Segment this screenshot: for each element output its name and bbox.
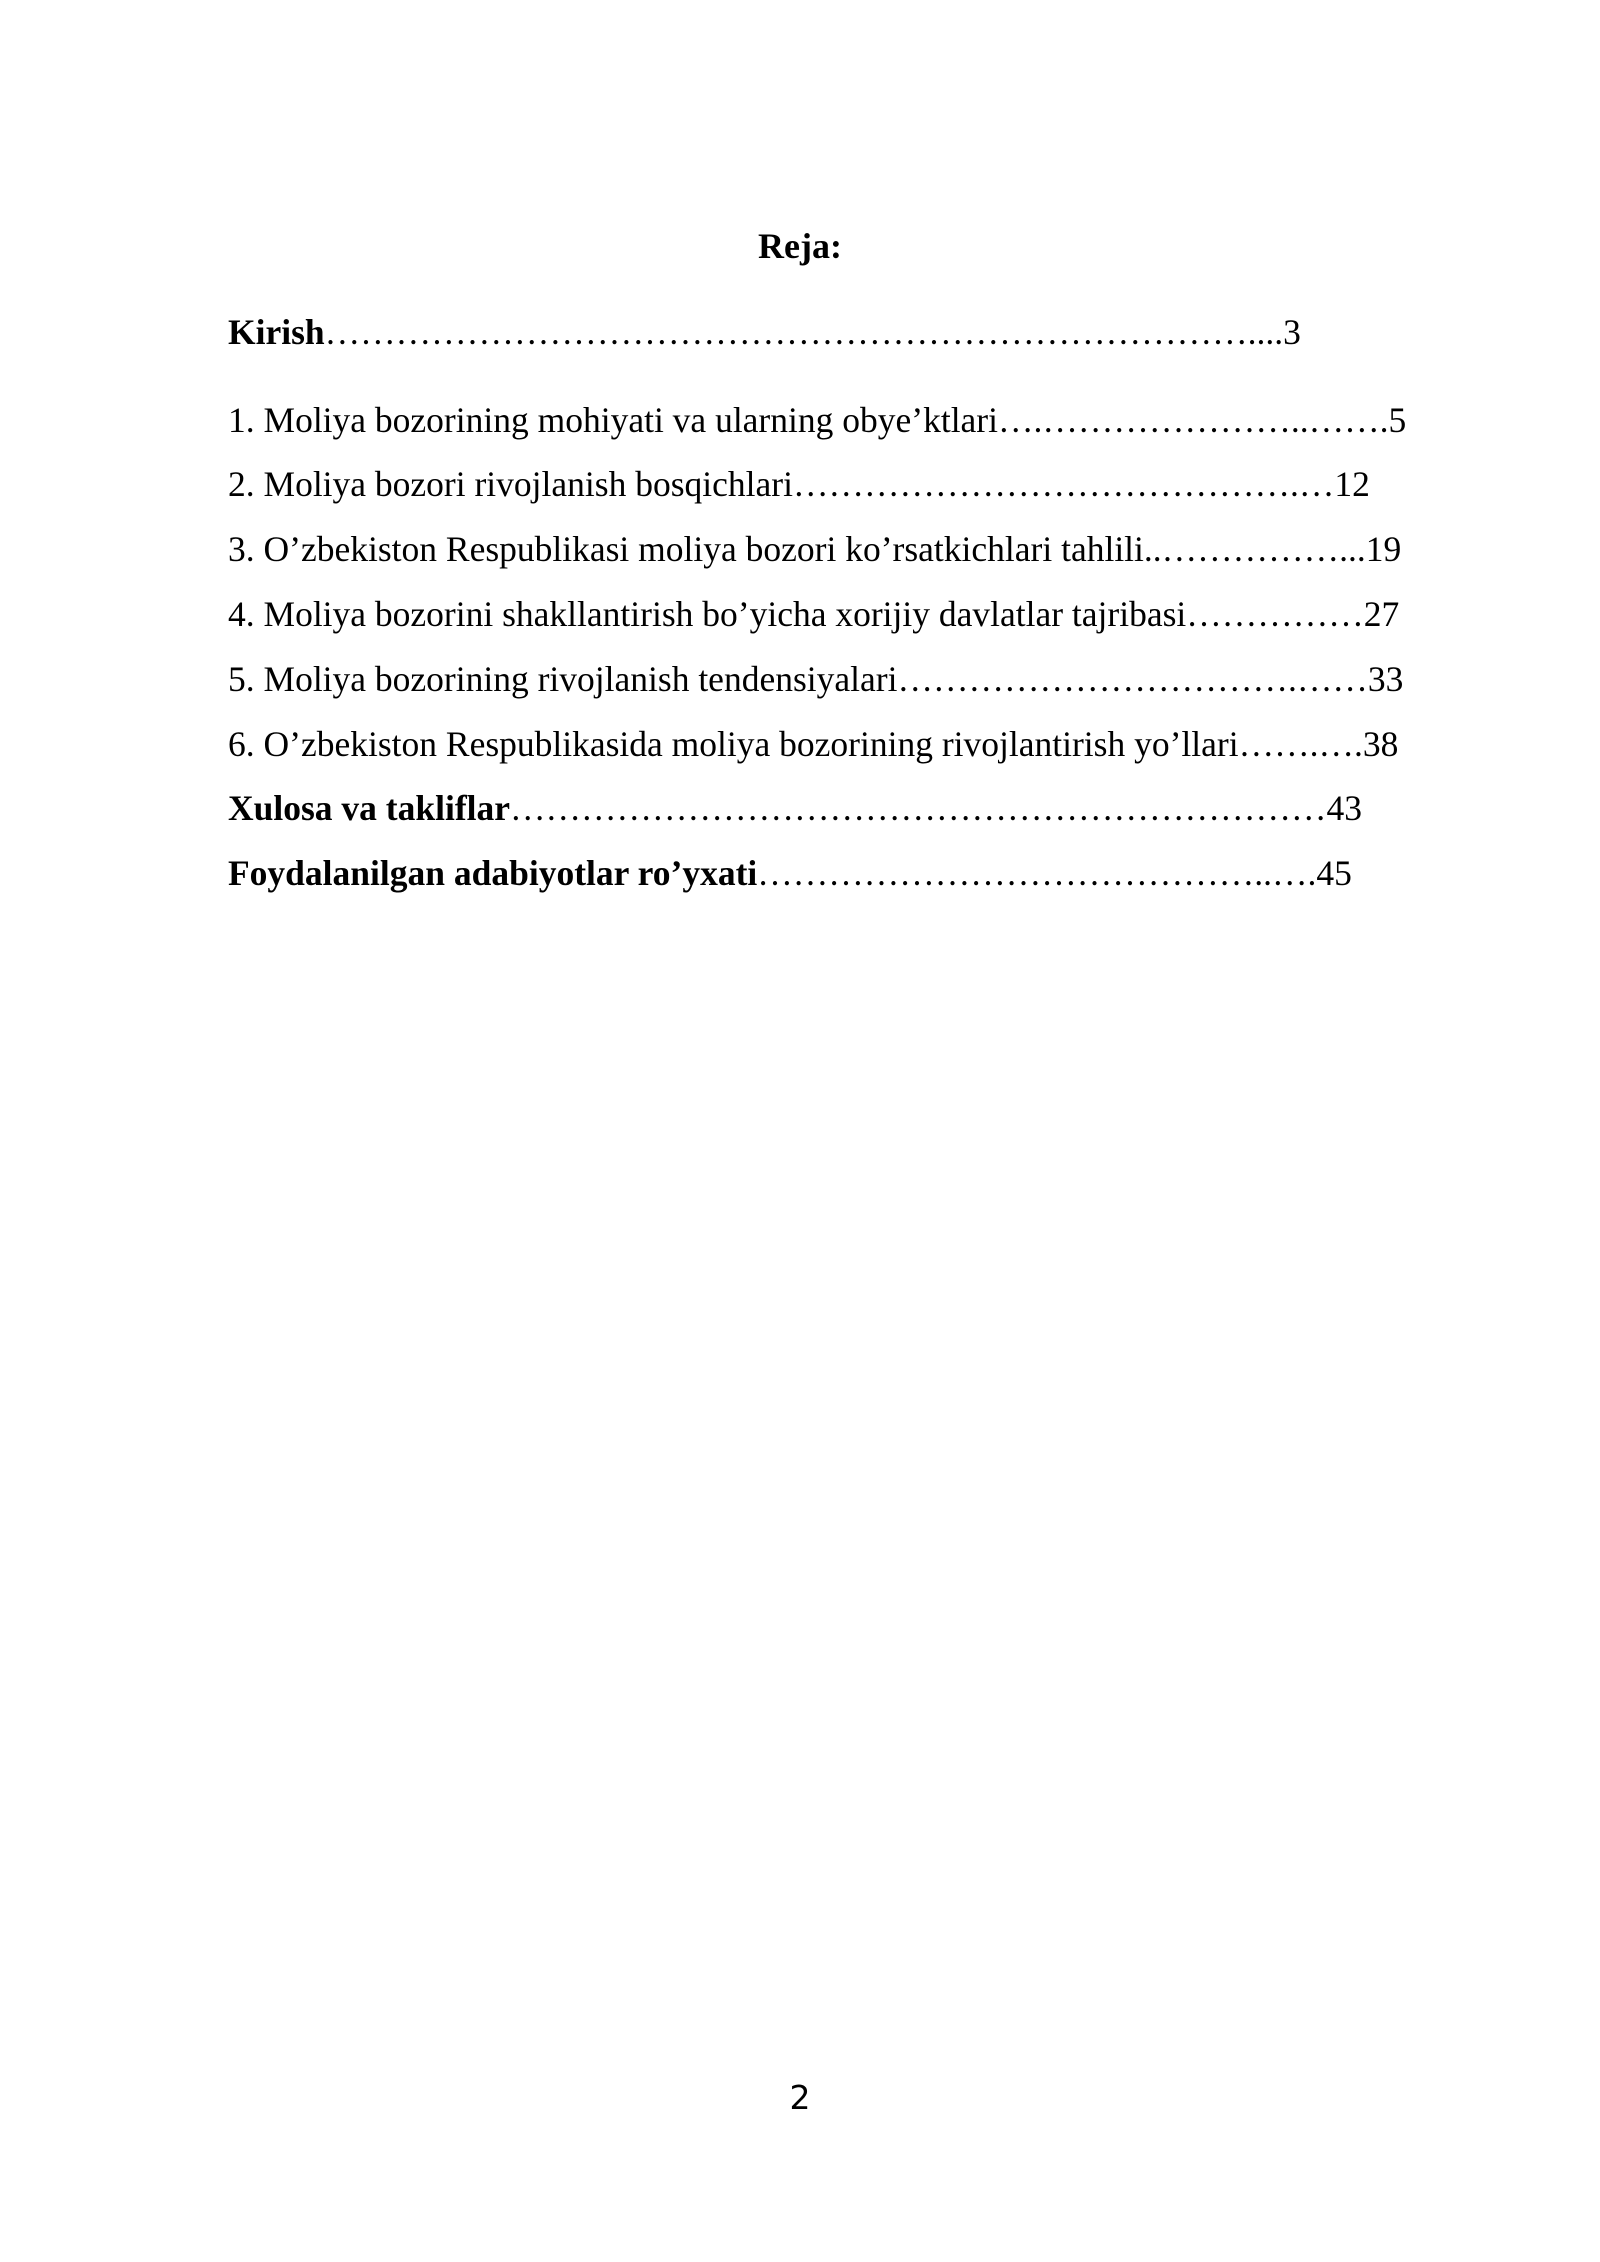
- toc-entry-3: [228, 527, 1401, 571]
- toc-entry-leader: ……………………………………………………………: [510, 788, 1327, 828]
- toc-entry-leader: …….….: [1238, 724, 1363, 764]
- toc-entry-page: 43: [1326, 788, 1363, 828]
- toc-entry-title: Kirish: [228, 312, 325, 352]
- toc-entry-page: 27: [1363, 594, 1400, 634]
- toc-entry-2: [228, 462, 1370, 506]
- toc-entry-title: 6. O’zbekiston Respublikasida moliya bozorining rivojlantirish yo’llari: [228, 724, 1239, 764]
- toc-entry-page: 3: [1283, 312, 1301, 352]
- toc-entry-leader: ……………………………………..….: [757, 853, 1317, 893]
- toc-entry-6: [228, 722, 1398, 766]
- toc-entry-leader: ..……………...: [1143, 529, 1366, 569]
- page-number: 2: [789, 2078, 811, 2117]
- toc-entry-page: 12: [1334, 464, 1370, 504]
- toc-entry-leader: …………………………………….…: [792, 464, 1335, 504]
- toc-entry-leader: ….…………………..…….: [998, 400, 1389, 440]
- toc-entry-page: 19: [1365, 529, 1402, 569]
- toc-entry-title: 2. Moliya bozori rivojlanish bosqichlari: [228, 464, 793, 504]
- toc-entry-title: 3. O’zbekiston Respublikasi moliya bozori ko’rsatkichlari tahlili: [228, 529, 1144, 569]
- toc-entry-leader: …………………………….……: [897, 659, 1368, 699]
- toc-entry-page: 38: [1362, 724, 1399, 764]
- toc-entry-leader: ……………………………………………………………………....: [324, 312, 1284, 352]
- toc-entry-1: [228, 398, 1406, 442]
- toc-entry-page: 5: [1388, 400, 1407, 440]
- page-title: Reja:: [758, 226, 842, 266]
- toc-entry-xulosa: [228, 786, 1362, 830]
- toc-entry-title: 4. Moliya bozorini shakllantirish bo’yicha xorijiy davlatlar tajribasi: [228, 594, 1187, 634]
- toc-entry-leader: ……………: [1186, 594, 1364, 634]
- toc-entry-title: Xulosa va takliflar: [228, 788, 511, 828]
- toc-entry-5: [228, 657, 1403, 701]
- toc-entry-4: [228, 592, 1399, 636]
- toc-entry-title: 1. Moliya bozorining mohiyati va ularning obye’ktlari: [228, 400, 998, 440]
- toc-entry-page: 45: [1316, 853, 1352, 893]
- toc-entry-adabiyotlar: [228, 851, 1352, 895]
- toc-entry-kirish: [228, 310, 1301, 354]
- toc-entry-title: 5. Moliya bozorining rivojlanish tendensiyalari: [228, 659, 898, 699]
- toc-entry-page: 33: [1367, 659, 1404, 699]
- toc-entry-title: Foydalanilgan adabiyotlar ro’yxati: [228, 853, 758, 893]
